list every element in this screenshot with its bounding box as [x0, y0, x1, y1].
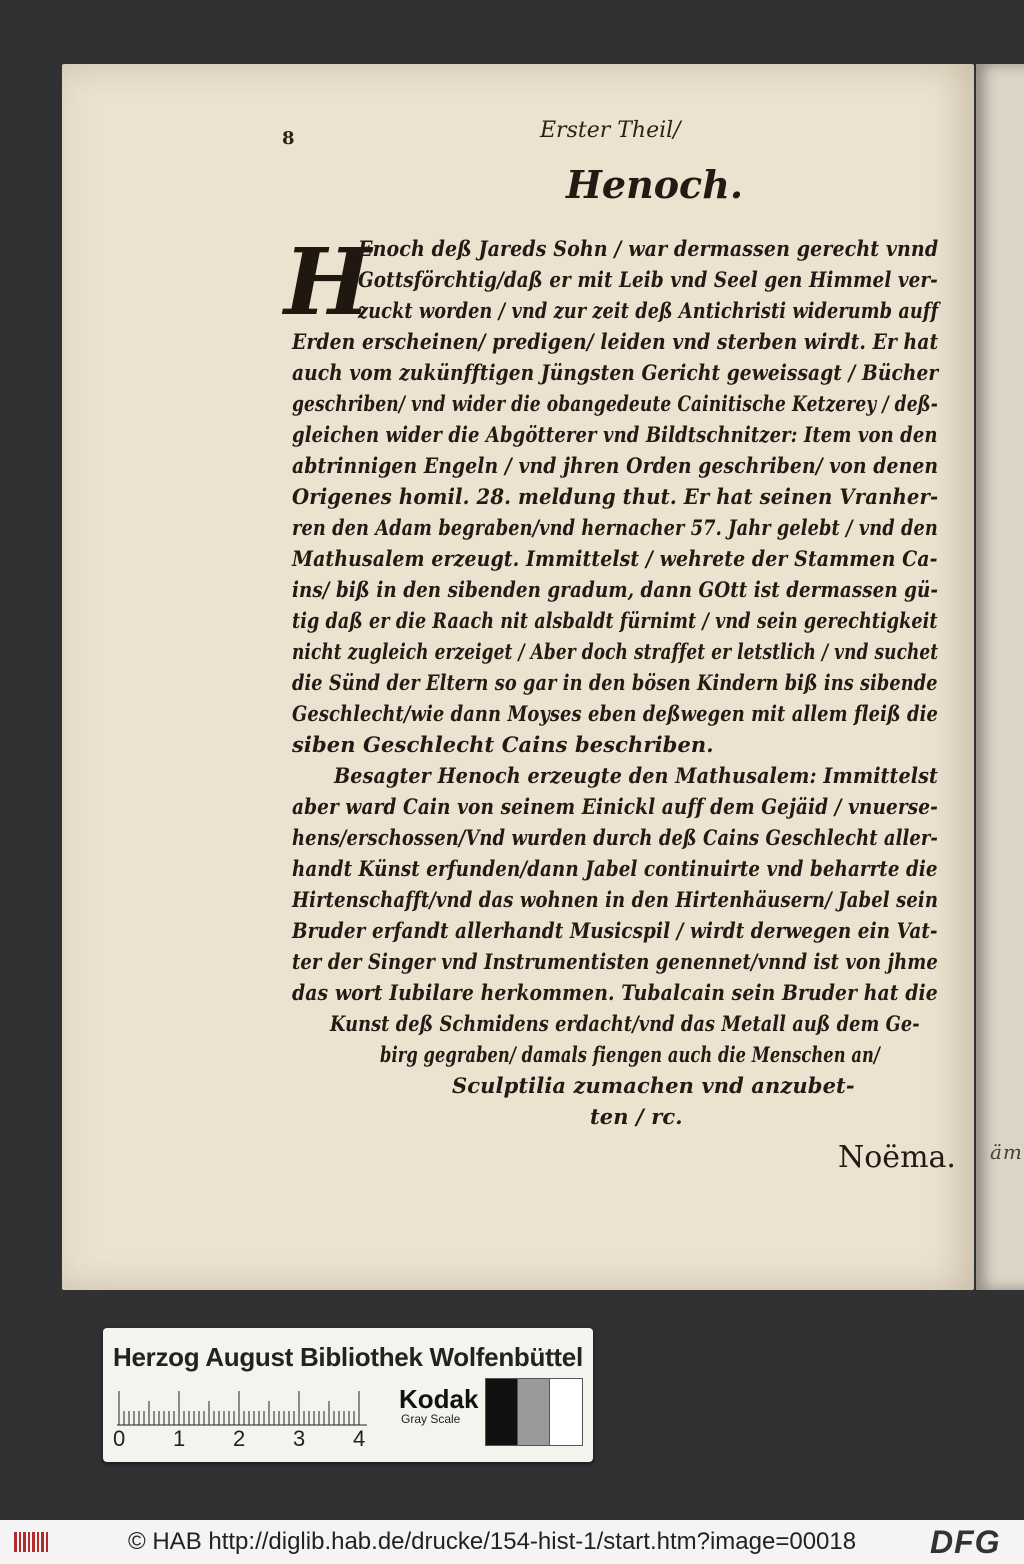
text-line: Geschlecht/wie dann Moyses eben deßwegen mit allem fleiß die [292, 701, 938, 726]
text-line: birg gegraben/ damals fiengen auch die Menschen an/ [380, 1042, 880, 1067]
gray-swatch-black [485, 1378, 519, 1446]
ruler-number: 4 [353, 1426, 366, 1451]
text-line: Kunst deß Schmidens erdacht/vnd das Metall auß dem Ge- [330, 1011, 920, 1036]
ruler-numbers [109, 1426, 399, 1452]
text-line: handt Künst erfunden/dann Jabel continuirte vnd beharrte die [292, 856, 938, 881]
text-line: ren den Adam begraben/vnd hernacher 57. Jahr gelebt / vnd den [292, 515, 938, 540]
text-line: die Sünd der Eltern so gar in den bösen Kindern biß ins sibende [292, 670, 938, 695]
footer-bar [0, 1520, 1024, 1564]
text-line: Origenes homil. 28. meldung thut. Er hat seinen Vranher- [292, 484, 939, 509]
gray-swatch-white [549, 1378, 583, 1446]
color-calibration-card [103, 1328, 593, 1462]
text-line: Hirtenschafft/vnd das wohnen in den Hirtenhäusern/ Jabel sein [292, 887, 939, 912]
ruler-number: 3 [293, 1426, 306, 1451]
dfg-logo: DFG [930, 1524, 1001, 1560]
running-head: Erster Theil/ [540, 118, 681, 143]
ruler-number: 0 [113, 1426, 126, 1451]
gray-swatch-gray [517, 1378, 551, 1446]
ruler-scale [117, 1390, 367, 1426]
text-line: Besagter Henoch erzeugte den Mathusalem: Immittelst [334, 763, 938, 788]
text-line: Enoch deß Jareds Sohn / war dermassen gerecht vnnd [358, 236, 939, 261]
text-line: hens/erschossen/Vnd wurden durch deß Cains Geschlecht aller- [292, 825, 938, 850]
institution-name: Herzog August Bibliothek Wolfenbüttel [113, 1342, 583, 1372]
text-line: abtrinnigen Engeln / vnd jhren Orden geschriben/ von denen [292, 453, 939, 478]
ruler-number: 1 [173, 1426, 186, 1451]
text-line: das wort Iubilare herkommen. Tubalcain sein Bruder hat die [292, 980, 938, 1005]
text-line: zuckt worden / vnd zur zeit deß Antichristi widerumb auff [358, 298, 939, 323]
drop-cap-initial: H [284, 228, 371, 336]
text-line: Mathusalem erzeugt. Immittelst / wehrete der Stammen Ca- [292, 546, 938, 571]
text-line: Bruder erfandt allerhandt Musicspil / wirdt derwegen ein Vat- [292, 918, 938, 943]
catchword: Noëma. [838, 1140, 956, 1175]
page-number: 8 [282, 128, 295, 149]
next-page-edge [976, 64, 1024, 1290]
text-line: auch vom zukünfftigen Jüngsten Gericht geweissagt / Bücher [292, 360, 939, 385]
text-line: Sculptilia zumachen vnd anzubet- [452, 1073, 855, 1098]
text-line: gleichen wider die Abgötterer vnd Bildtschnitzer: Item von den [292, 422, 938, 447]
ruler-number: 2 [233, 1426, 246, 1451]
text-line: nicht zugleich erzeiget / Aber doch straffet er letstlich / vnd suchet [292, 639, 939, 664]
text-line: ter der Singer vnd Instrumentisten genennet/vnnd ist von jhme [292, 949, 938, 974]
text-line: tig daß er die Raach nit alsbaldt fürnimt / vnd sein gerechtigkeit [292, 608, 938, 633]
kodak-logo: Kodak [399, 1384, 479, 1414]
text-line: aber ward Cain von seinem Einickl auff dem Gejäid / vnuerse- [292, 794, 938, 819]
text-line: geschriben/ vnd wider die obangedeute Cainitische Ketzerey / deß- [292, 391, 938, 416]
text-line: siben Geschlecht Cains beschriben. [292, 732, 714, 757]
text-line: ins/ biß in den sibenden gradum, dann GOtt ist dermassen gü- [292, 577, 939, 602]
next-page-fragment: äm [990, 1140, 1023, 1164]
gray-scale-label: Gray Scale [401, 1412, 461, 1426]
text-line: Erden erscheinen/ predigen/ leiden vnd sterben wirdt. Er hat [292, 329, 939, 354]
copyright-url[interactable]: © HAB http://diglib.hab.de/drucke/154-hist-1/start.htm?image=00018 [128, 1528, 857, 1555]
hab-logo-icon [14, 1530, 48, 1554]
text-line: ten / rc. [590, 1104, 683, 1129]
text-line: Gottsförchtig/daß er mit Leib vnd Seel gen Himmel ver- [358, 267, 938, 292]
chapter-title: Henoch. [566, 162, 744, 207]
